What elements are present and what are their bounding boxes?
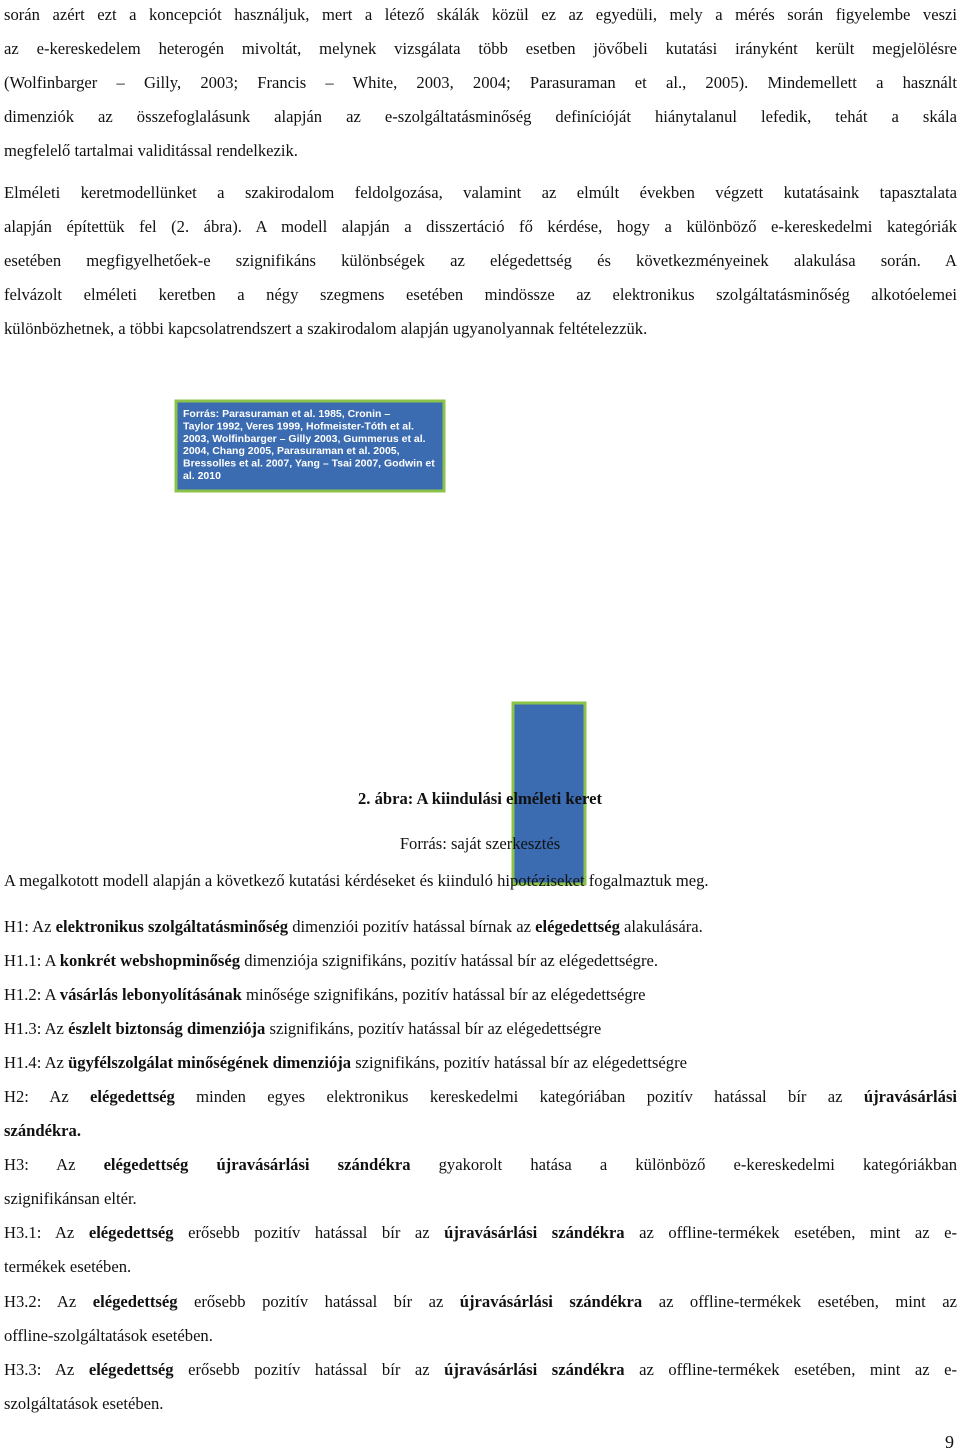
hypothesis-h11: [4, 944, 658, 978]
h1-mid: dimenziói pozitív hatással bírnak az: [288, 917, 536, 936]
hypothesis-h31: [4, 1216, 957, 1284]
h32-line2: offline-szolgáltatások esetében.: [4, 1326, 213, 1345]
lead-sentence-text: A megalkotott modell alapján a következő kutatási kérdéseket és kiinduló hipotéziseket fogalmaztuk meg.: [4, 871, 709, 890]
h32-mid: erősebb pozitív hatással bír az: [177, 1292, 460, 1311]
text-line: különbözhetnek, a többi kapcsolatrendszert a szakirodalom alapján ugyanolyannak feltételezzük.: [4, 319, 648, 338]
h33-bold2: újravásárlási szándékra: [444, 1360, 625, 1379]
hypothesis-h3: [4, 1148, 957, 1216]
lead-sentence: [4, 864, 709, 898]
h32-suffix: az offline-termékek esetében, mint az: [642, 1292, 957, 1311]
h2-bold2: újravásárlási: [863, 1087, 958, 1106]
h31-line1: [4, 1216, 957, 1250]
h11-bold: konkrét webshopminőség: [59, 951, 241, 970]
h13-suffix: szignifikáns, pozitív hatással bír az elégedettségre: [265, 1019, 602, 1038]
h11-suffix: dimenziója szignifikáns, pozitív hatással bír az elégedettségre.: [240, 951, 658, 970]
text-line: Elméleti keretmodellünket a szakirodalom feldolgozása, valamint az elmúlt években végzett kutatásaink tapasztalata: [4, 183, 957, 202]
h31-prefix: H3.1: Az: [4, 1223, 89, 1242]
h2-bold1: elégedettség: [90, 1087, 175, 1106]
hypothesis-h12: [4, 978, 646, 1012]
h33-prefix: H3.3: Az: [4, 1360, 89, 1379]
hypothesis-h2: [4, 1080, 957, 1148]
figure-title: 2. ábra: A kiindulási elméleti keret: [358, 789, 602, 808]
h1-prefix: H1: Az: [4, 917, 56, 936]
h32-line1: [4, 1285, 957, 1319]
text-line: során azért ezt a koncepciót használjuk, mert a létező skálák közül ez az egyedüli, mely a mérés során figyelembe veszi: [4, 5, 957, 24]
h33-line1: [4, 1353, 957, 1387]
text-line: az e-kereskedelem heterogén mivoltát, melynek vizsgálata több esetben jövőbeli kutatási irányként került megjelölésre: [4, 39, 957, 58]
h1-bold1: elektronikus szolgáltatásminőség: [55, 917, 289, 936]
h33-suffix: az offline-termékek esetében, mint az e-: [624, 1360, 957, 1379]
h14-bold: ügyfélszolgálat minőségének dimenziója: [68, 1053, 352, 1072]
hypothesis-h33: [4, 1353, 957, 1421]
text-line: megfelelő tartalmai validitással rendelkezik.: [4, 141, 298, 160]
source-box-left-text: Forrás: Parasuraman et al. 1985, Cronin – Taylor 1992, Veres 1999, Hofmeister-Tóth et al. 2003, Wolfinbarger – Gilly 2003, Gummerus et al. 2004, Chang 2005, Parasuraman et al. 2005, Bressolles et al. 2007, Yang – Tsai 2007, Godwin et al. 2010: [183, 408, 435, 482]
h31-suffix: az offline-termékek esetében, mint az e-: [624, 1223, 957, 1242]
hypothesis-h13: [4, 1012, 601, 1046]
h12-suffix: minősége szignifikáns, pozitív hatással bír az elégedettségre: [241, 985, 646, 1004]
h32-bold2: újravásárlási szándékra: [459, 1292, 643, 1311]
text-line: esetében megfigyelhetőek-e szignifikáns különbségek az elégedettség és következményeinek alakulása során. A: [4, 251, 957, 270]
text-line: (Wolfinbarger – Gilly, 2003; Francis – White, 2003, 2004; Parasuraman et al., 2005). Mindemellett a használt: [4, 73, 957, 92]
h31-bold1: elégedettség: [88, 1223, 174, 1242]
h3-mid: gyakorolt hatása a különböző e-kereskedelmi kategóriákban: [410, 1155, 957, 1174]
h3-line1: [4, 1148, 957, 1182]
h11-prefix: H1.1: A: [4, 951, 60, 970]
h14-prefix: H1.4: Az: [4, 1053, 69, 1072]
text-line: dimenziók az összefoglalásunk alapján az e-szolgáltatásminőség definícióját hiánytalanul lefedik, tehát a skála: [4, 107, 957, 126]
hypothesis-h1: [4, 910, 703, 944]
hypothesis-h14: [4, 1046, 687, 1080]
h2-prefix: H2: Az: [4, 1087, 91, 1106]
figure-source: [0, 834, 960, 854]
h14-suffix: szignifikáns, pozitív hatással bír az elégedettségre: [351, 1053, 687, 1072]
page-number: 9: [945, 1432, 954, 1452]
h31-mid: erősebb pozitív hatással bír az: [173, 1223, 445, 1242]
h12-bold: vásárlás lebonyolításának: [59, 985, 242, 1004]
text-line: alapján építettük fel (2. ábra). A modell alapján a disszertáció fő kérdése, hogy a különböző e-kereskedelmi kategóriák: [4, 217, 957, 236]
h13-prefix: H1.3: Az: [4, 1019, 69, 1038]
h33-line2: szolgáltatások esetében.: [4, 1394, 164, 1413]
h32-bold1: elégedettség: [92, 1292, 178, 1311]
h3-line2: szignifikánsan eltér.: [4, 1189, 137, 1208]
h32-prefix: H3.2: Az: [4, 1292, 93, 1311]
hypothesis-h32: [4, 1285, 957, 1353]
figure-caption: [0, 789, 960, 809]
h3-prefix: H3: Az: [4, 1155, 104, 1174]
h1-bold2: elégedettség: [535, 917, 620, 936]
h2-bold3: szándékra.: [4, 1121, 81, 1140]
h33-bold1: elégedettség: [88, 1360, 174, 1379]
h31-line2: termékek esetében.: [4, 1257, 132, 1276]
h31-bold2: újravásárlási szándékra: [444, 1223, 625, 1242]
h12-prefix: H1.2: A: [4, 985, 60, 1004]
h2-line1: [4, 1080, 957, 1114]
h1-suffix: alakulására.: [619, 917, 703, 936]
h13-bold: észlelt biztonság dimenziója: [68, 1019, 266, 1038]
figure-source-text: Forrás: saját szerkesztés: [399, 834, 561, 853]
h3-bold: elégedettség újravásárlási szándékra: [103, 1155, 411, 1174]
h2-mid: minden egyes elektronikus kereskedelmi kategóriában pozitív hatással bír az: [174, 1087, 864, 1106]
text-line: felvázolt elméleti keretben a négy szegmens esetében mindössze az elektronikus szolgáltatásminőség alkotóelemei: [4, 285, 957, 304]
h33-mid: erősebb pozitív hatással bír az: [173, 1360, 445, 1379]
h2-line2: [4, 1114, 957, 1148]
